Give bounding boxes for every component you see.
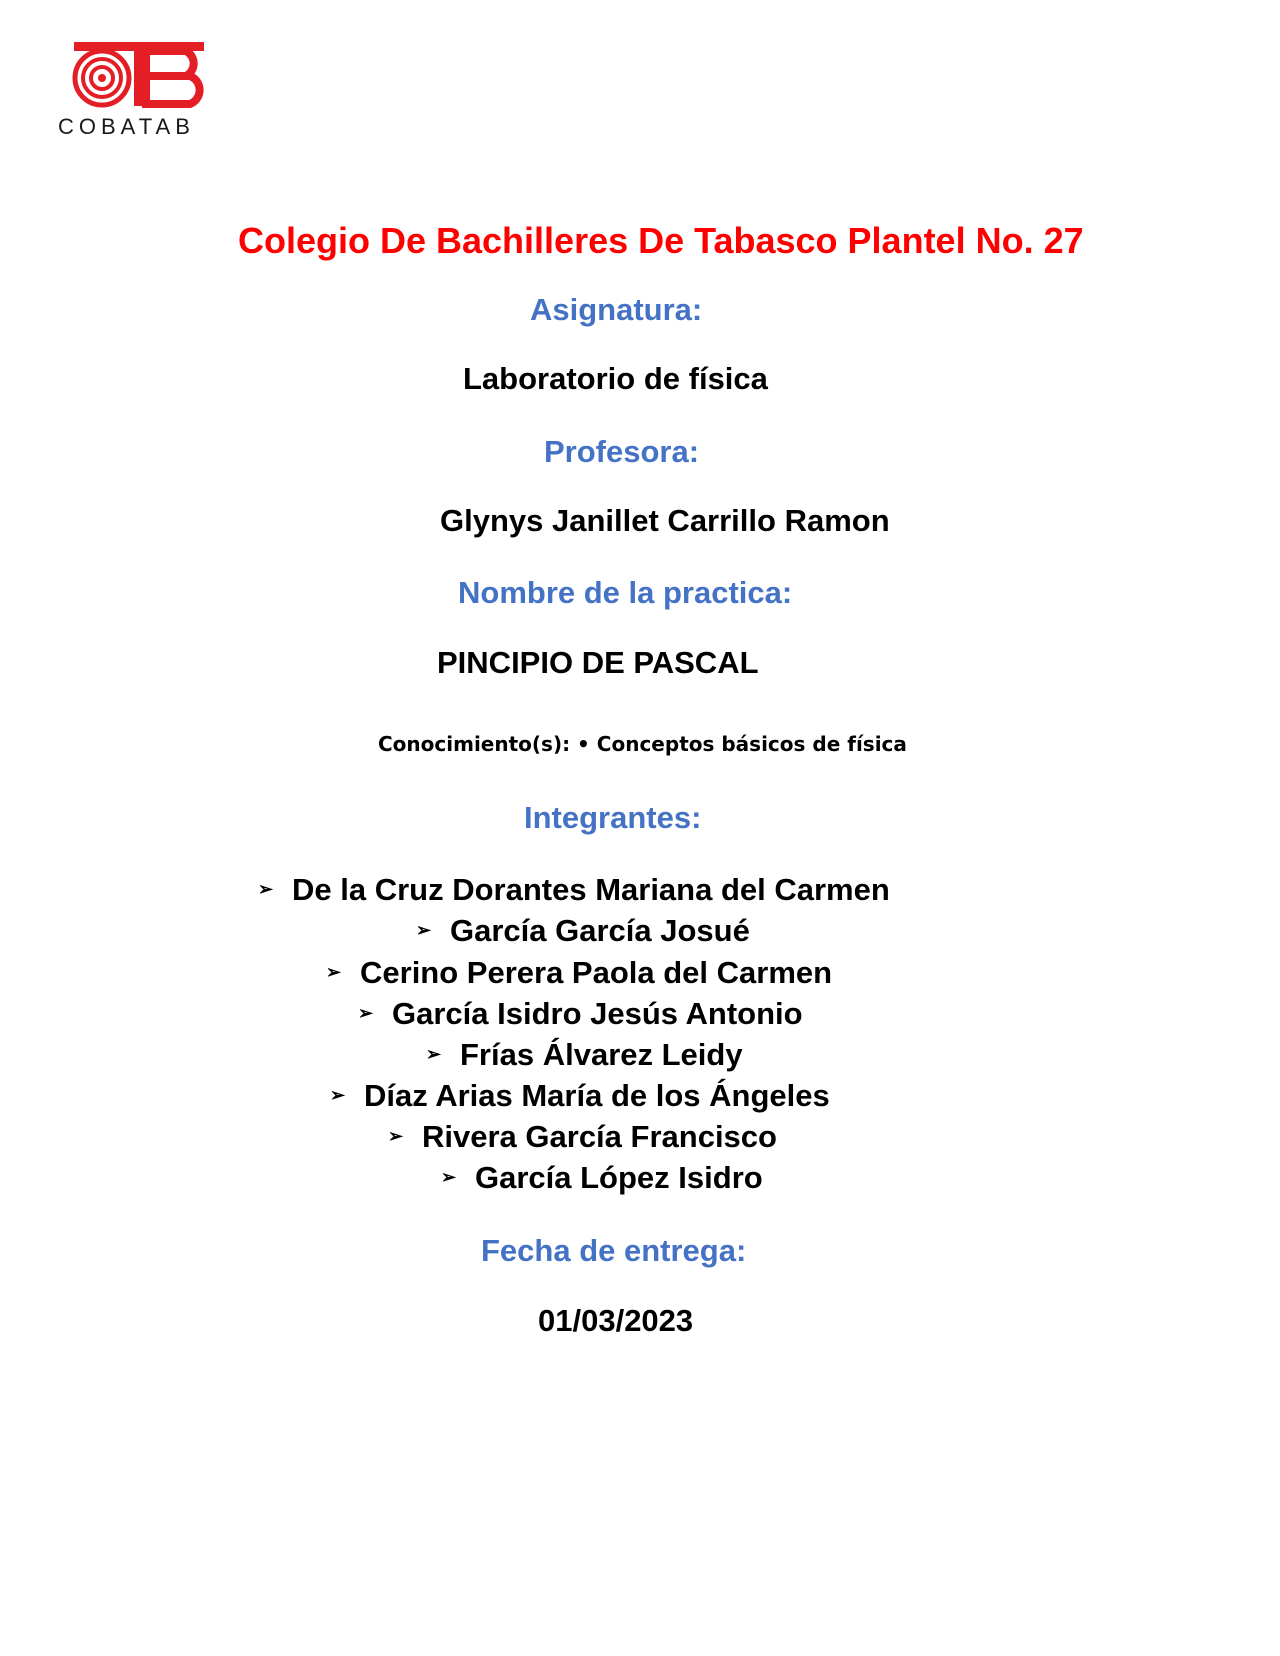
member-name: Díaz Arias María de los Ángeles bbox=[364, 1078, 830, 1113]
member-name: De la Cruz Dorantes Mariana del Carmen bbox=[292, 872, 890, 907]
members-label: Integrantes: bbox=[524, 800, 702, 835]
delivery-label: Fecha de entrega: bbox=[481, 1233, 747, 1268]
member-item bbox=[358, 996, 803, 1032]
member-name: Frías Álvarez Leidy bbox=[460, 1037, 743, 1072]
practice-value: PINCIPIO DE PASCAL bbox=[437, 645, 759, 680]
cobatab-logo bbox=[58, 40, 218, 140]
school-title: Colegio De Bachilleres De Tabasco Plantel No. 27 bbox=[238, 220, 1084, 261]
arrow-bullet-icon: ➢ bbox=[388, 1126, 404, 1147]
arrow-bullet-icon: ➢ bbox=[258, 879, 274, 900]
member-name: García López Isidro bbox=[475, 1160, 763, 1195]
logo-text: COBATAB bbox=[58, 114, 195, 139]
member-item bbox=[426, 1037, 743, 1073]
teacher-value: Glynys Janillet Carrillo Ramon bbox=[440, 503, 890, 538]
arrow-bullet-icon: ➢ bbox=[330, 1085, 346, 1106]
member-item bbox=[258, 872, 890, 908]
member-item bbox=[330, 1078, 830, 1114]
member-name: García García Josué bbox=[450, 913, 750, 948]
member-name: Rivera García Francisco bbox=[422, 1119, 777, 1154]
delivery-date: 01/03/2023 bbox=[538, 1303, 694, 1338]
practice-label: Nombre de la practica: bbox=[458, 575, 793, 610]
arrow-bullet-icon: ➢ bbox=[358, 1003, 374, 1024]
member-item bbox=[416, 913, 750, 949]
member-name: García Isidro Jesús Antonio bbox=[392, 996, 803, 1031]
arrow-bullet-icon: ➢ bbox=[426, 1044, 442, 1065]
arrow-bullet-icon: ➢ bbox=[416, 920, 432, 941]
cobatab-emblem-icon bbox=[64, 40, 214, 110]
knowledge-text: Conocimiento(s): • Conceptos básicos de física bbox=[378, 732, 907, 756]
arrow-bullet-icon: ➢ bbox=[326, 962, 342, 983]
member-item bbox=[326, 955, 832, 991]
subject-label: Asignatura: bbox=[530, 292, 703, 327]
teacher-label: Profesora: bbox=[544, 434, 700, 469]
member-item bbox=[388, 1119, 777, 1155]
member-item bbox=[441, 1160, 763, 1196]
member-name: Cerino Perera Paola del Carmen bbox=[360, 955, 833, 990]
subject-value: Laboratorio de física bbox=[463, 361, 768, 396]
arrow-bullet-icon: ➢ bbox=[441, 1167, 457, 1188]
